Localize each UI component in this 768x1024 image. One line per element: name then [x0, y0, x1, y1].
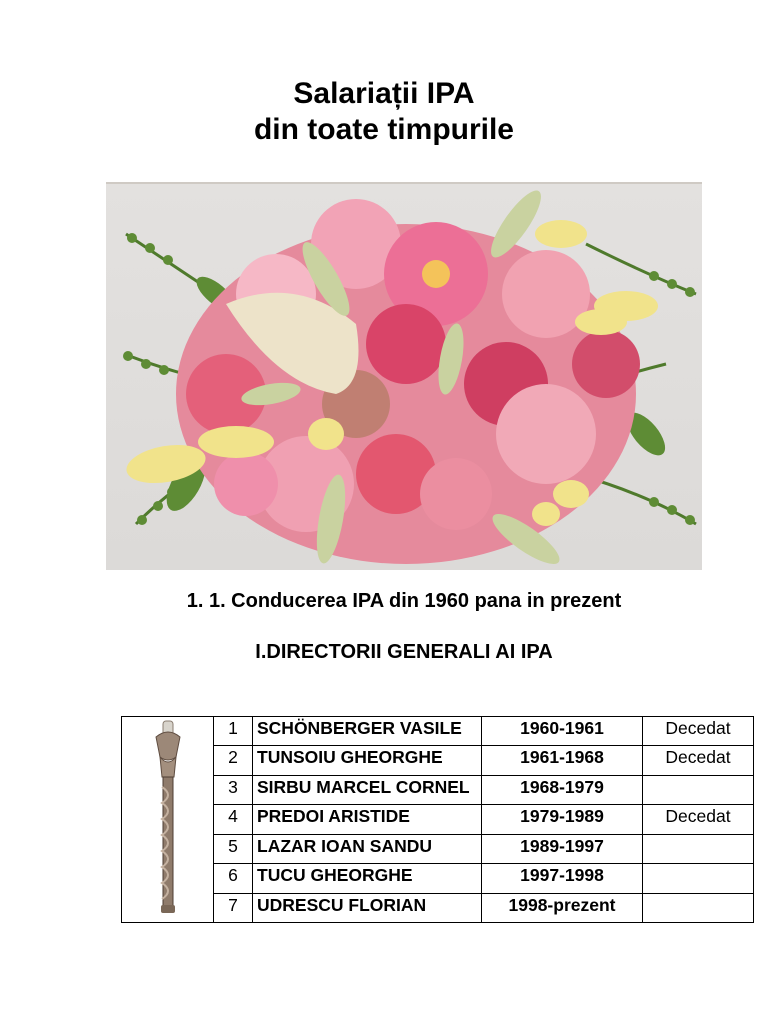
- director-status: [643, 864, 754, 893]
- director-status: Decedat: [643, 805, 754, 834]
- row-number: 3: [214, 775, 253, 804]
- table-row: [122, 746, 754, 775]
- director-period: 1989-1997: [482, 834, 643, 863]
- director-name: UDRESCU FLORIAN: [253, 893, 482, 922]
- director-status: Decedat: [643, 717, 754, 746]
- director-status: [643, 893, 754, 922]
- scepter-icon: [148, 717, 188, 917]
- flower-bouquet-photo: [106, 182, 702, 570]
- director-name: SCHÖNBERGER VASILE: [253, 717, 482, 746]
- table-row: [122, 717, 754, 746]
- director-name: LAZAR IOAN SANDU: [253, 834, 482, 863]
- row-number: 6: [214, 864, 253, 893]
- director-period: 1998-prezent: [482, 893, 643, 922]
- director-period: 1961-1968: [482, 746, 643, 775]
- director-name: PREDOI ARISTIDE: [253, 805, 482, 834]
- director-status: [643, 834, 754, 863]
- directors-table: [121, 716, 754, 923]
- director-period: 1960-1961: [482, 717, 643, 746]
- director-name: TUNSOIU GHEORGHE: [253, 746, 482, 775]
- title-line-1: Salariații IPA: [293, 77, 475, 110]
- director-period: 1968-1979: [482, 775, 643, 804]
- page-title: [0, 76, 768, 148]
- section-heading: 1. 1. Conducerea IPA din 1960 pana in prezent: [186, 590, 622, 612]
- table-row: [122, 775, 754, 804]
- row-number: 4: [214, 805, 253, 834]
- director-period: 1997-1998: [482, 864, 643, 893]
- director-status: Decedat: [643, 746, 754, 775]
- row-number: 1: [214, 717, 253, 746]
- row-number: 5: [214, 834, 253, 863]
- table-row: [122, 893, 754, 922]
- section-subheading: I.DIRECTORII GENERALI AI IPA: [255, 641, 553, 663]
- row-number: 7: [214, 893, 253, 922]
- director-period: 1979-1989: [482, 805, 643, 834]
- title-line-2: din toate timpurile: [253, 113, 514, 146]
- table-row: [122, 834, 754, 863]
- director-name: SIRBU MARCEL CORNEL: [253, 775, 482, 804]
- director-name: TUCU GHEORGHE: [253, 864, 482, 893]
- table-row: [122, 864, 754, 893]
- table-row: [122, 805, 754, 834]
- director-status: [643, 775, 754, 804]
- row-number: 2: [214, 746, 253, 775]
- scepter-image-cell: [122, 717, 214, 923]
- flower-bouquet-illustration: [106, 184, 702, 570]
